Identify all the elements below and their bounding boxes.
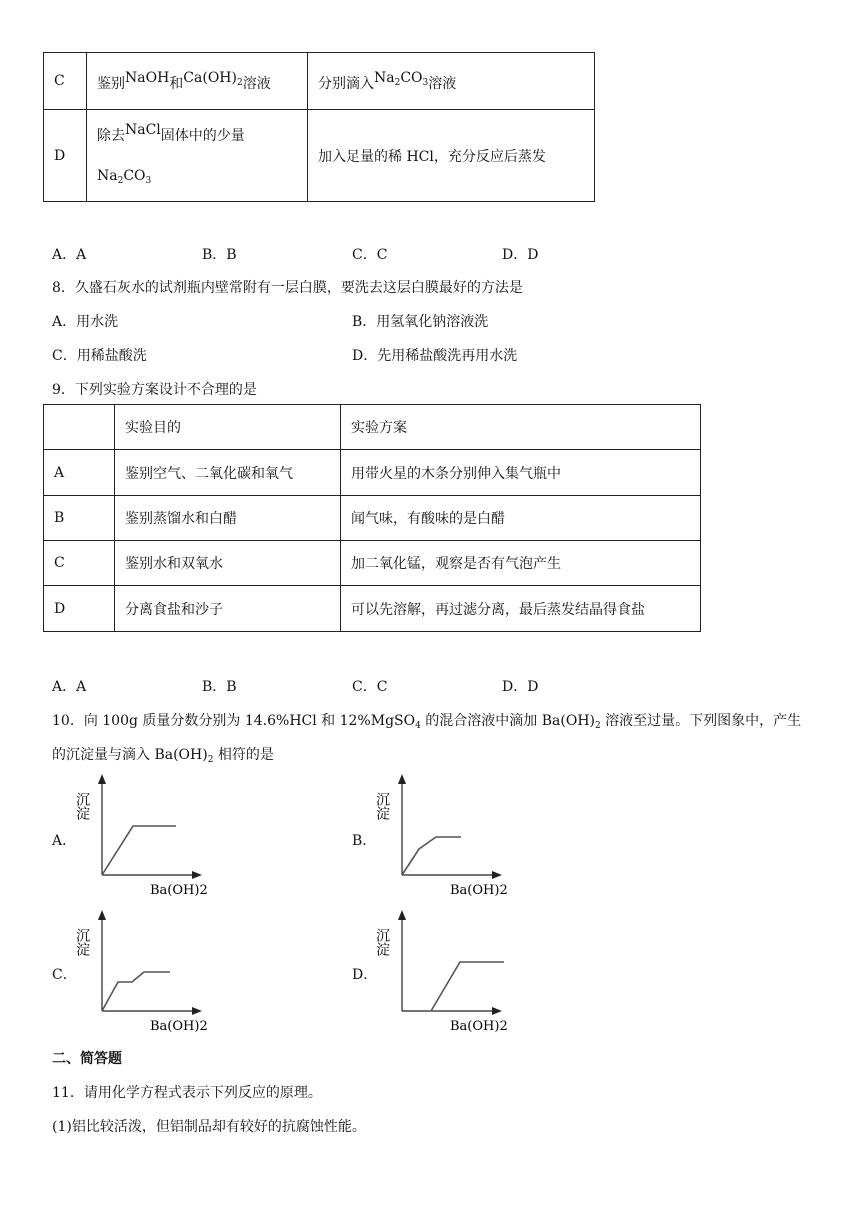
q8-option-d[interactable]: D．先用稀盐酸洗再用水洗 bbox=[352, 348, 518, 364]
graph-y-label: 沉淀 bbox=[74, 928, 90, 956]
option-c[interactable]: C．C bbox=[352, 247, 388, 263]
table-row bbox=[44, 110, 595, 202]
graph-d bbox=[376, 906, 516, 1034]
graph-y-label: 沉淀 bbox=[374, 928, 390, 956]
graph-x-label: Ba(OH)2 bbox=[450, 1019, 508, 1034]
header-cell bbox=[44, 405, 115, 450]
q8-option-c[interactable]: C．用稀盐酸洗 bbox=[52, 348, 147, 364]
section-title: 二、简答题 bbox=[52, 1051, 122, 1067]
question-10-stem-line2: 的沉淀量与滴入 $Ba(OH)_2$ 相符的是 bbox=[52, 747, 274, 765]
q9-option-a[interactable]: A．A bbox=[52, 679, 87, 695]
q9-option-b[interactable]: B．B bbox=[202, 679, 237, 695]
question-11-part-1: (1)铝比较活泼，但铝制品却有较好的抗腐蚀性能。 bbox=[52, 1119, 366, 1135]
q9-option-c[interactable]: C．C bbox=[352, 679, 388, 695]
graph-option-c-label[interactable]: C． bbox=[52, 967, 77, 983]
question-8-stem: 8．久盛石灰水的试剂瓶内壁常附有一层白膜，要洗去这层白膜最好的方法是 bbox=[52, 280, 523, 296]
header-cell: 实验方案 bbox=[341, 405, 701, 450]
row-label: C bbox=[44, 53, 87, 110]
graph-curve bbox=[431, 962, 504, 1011]
graph-a bbox=[76, 770, 206, 898]
plan-cell: 分别滴入$^{Na_2CO_3}$溶液 bbox=[308, 53, 595, 110]
graph-curve bbox=[102, 826, 176, 875]
graph-option-d-label[interactable]: D． bbox=[352, 967, 378, 983]
table-row: A 鉴别空气、二氧化碳和氧气 用带火星的木条分别伸入集气瓶中 bbox=[44, 450, 701, 496]
table-row: C 鉴别水和双氧水 加二氧化锰，观察是否有气泡产生 bbox=[44, 541, 701, 586]
graph-option-b-label[interactable]: B． bbox=[352, 833, 377, 849]
q9-option-d[interactable]: D．D bbox=[502, 679, 539, 695]
question-11-stem: 11．请用化学方程式表示下列反应的原理。 bbox=[52, 1085, 322, 1101]
table-q7 bbox=[43, 52, 595, 202]
graph-y-label: 沉淀 bbox=[374, 792, 390, 820]
header-cell: 实验目的 bbox=[115, 405, 341, 450]
graph-y-label: 沉淀 bbox=[74, 792, 90, 820]
question-10-stem-line1: 10．向 100g 质量分数分别为 14.6%HCl 和 12%MgSO$_4$ 的混合溶液中滴加 $Ba(OH)_2$ 溶液至过量。下列图象中，产生 bbox=[52, 713, 802, 731]
table-q9 bbox=[43, 404, 701, 632]
graph-b bbox=[376, 770, 506, 898]
question-9-stem: 9．下列实验方案设计不合理的是 bbox=[52, 382, 257, 398]
option-d[interactable]: D．D bbox=[502, 247, 539, 263]
goal-cell: 鉴别$^{NaOH}$和$^{Ca(OH)_2}$溶液 bbox=[87, 53, 308, 110]
graph-x-label: Ba(OH)2 bbox=[150, 1019, 208, 1034]
table-row bbox=[44, 53, 595, 110]
graph-c bbox=[76, 906, 206, 1034]
graph-curve bbox=[402, 837, 461, 875]
row-label: D bbox=[44, 110, 87, 202]
table-row: B 鉴别蒸馏水和白醋 闻气味，有酸味的是白醋 bbox=[44, 496, 701, 541]
plan-cell: 加入足量的稀 HCl，充分反应后蒸发 bbox=[308, 110, 595, 202]
graph-x-label: Ba(OH)2 bbox=[450, 883, 508, 898]
q8-option-b[interactable]: B．用氢氧化钠溶液洗 bbox=[352, 314, 489, 330]
graph-curve bbox=[102, 972, 170, 1011]
option-a[interactable]: A．A bbox=[52, 247, 87, 263]
table-header-row bbox=[44, 405, 701, 450]
option-b[interactable]: B．B bbox=[202, 247, 237, 263]
q8-option-a[interactable]: A．用水洗 bbox=[52, 314, 119, 330]
graph-option-a-label[interactable]: A． bbox=[52, 833, 77, 849]
goal-cell: 除去$^{NaCl}$固体中的少量 $Na_2CO_3$ bbox=[87, 110, 308, 202]
table-row: D 分离食盐和沙子 可以先溶解，再过滤分离，最后蒸发结晶得食盐 bbox=[44, 586, 701, 632]
graph-x-label: Ba(OH)2 bbox=[150, 883, 208, 898]
